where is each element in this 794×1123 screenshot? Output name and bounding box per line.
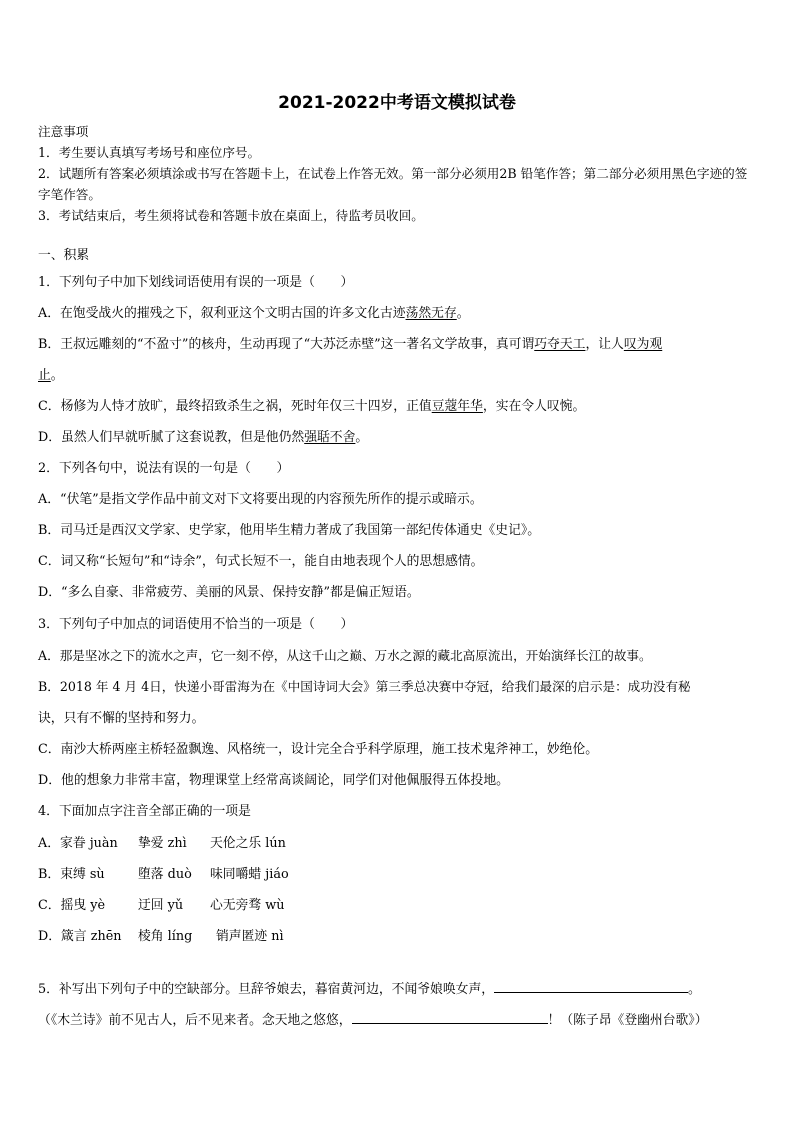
- notice-item-1: 1．考生要认真填写考场号和座位序号。: [38, 145, 261, 160]
- q2-option-c: C．词又称“长短句”和“诗余”，句式长短不一，能自由地表现个人的思想感情。: [38, 554, 484, 569]
- q2-option-b: B．司马迁是西汉文学家、史学家，他用毕生精力著成了我国第一部纪传体通史《史记》。: [38, 523, 541, 538]
- notice-item-2: 2．试题所有答案必须填涂或书写在答题卡上，在试卷上作答无效。第一部分必须用2B 铅笔作答；第二部分必须用黑色字迹的签字笔作答。: [38, 166, 748, 202]
- q1-c-underlined: 豆蔻年华: [431, 399, 483, 414]
- q1-b-underlined-2: 叹为观: [623, 337, 663, 352]
- q1-a-text: A．在饱受战火的摧残之下，叙利亚这个文明古国的许多文化古迹: [38, 306, 406, 321]
- q4-a-2: 挚爱 zhì: [138, 836, 187, 851]
- q4-b-1: B．束缚 sù: [38, 867, 105, 882]
- q4-stem: 4．下面加点字注音全部正确的一项是: [38, 804, 251, 819]
- exam-title: 2021-2022中考语文模拟试卷: [278, 93, 516, 113]
- section-heading: 一、积累: [38, 248, 90, 263]
- q4-c-2: 迂回 yǔ: [138, 898, 184, 913]
- q4-option-b: [38, 863, 758, 882]
- q5-blank-2: [352, 1011, 548, 1024]
- q4-a-3: 天伦之乐 lún: [210, 836, 286, 851]
- q5-blank-1: [494, 980, 688, 993]
- q3-option-a: A．那是坚冰之下的流水之声，它一刻不停，从这千山之巅、万水之源的藏北高原流出，开始演绎长江的故事。: [38, 648, 652, 663]
- q5-line-2-text: （《木兰诗》前不见古人，后不见来者。念天地之悠悠，: [38, 1013, 352, 1028]
- q1-b-underlined: 巧夺天工: [534, 337, 586, 352]
- q1-d-text: D．虽然人们早就听腻了这套说教，但是他仍然: [38, 430, 305, 445]
- q3-option-c: C．南沙大桥两座主桥轻盈飘逸、风格统一，设计完全合乎科学原理，施工技术鬼斧神工，妙绝伦。: [38, 742, 599, 757]
- q4-option-d: [38, 925, 758, 944]
- q1-stem: 1．下列句子中加下划线词语使用有误的一项是（ ）: [38, 275, 354, 290]
- q4-d-3: 销声匿迹 nì: [216, 929, 284, 944]
- q2-stem: 2．下列各句中，说法有误的一句是（ ）: [38, 461, 290, 476]
- q2-option-d: D．“多么自豪、非常疲劳、美丽的风景、保持安静”都是偏正短语。: [38, 585, 420, 600]
- q1-option-b-cont: [38, 364, 758, 383]
- q1-option-b: [38, 333, 758, 352]
- q1-a-end: 。: [456, 306, 470, 321]
- notice-item-3: 3．考试结束后，考生须将试卷和答题卡放在桌面上，待监考员收回。: [38, 208, 424, 223]
- q1-d-underlined: 强聒不舍: [304, 430, 356, 445]
- notice-block: [38, 121, 758, 226]
- q1-b-end: 。: [50, 368, 64, 383]
- q4-option-c: [38, 894, 758, 913]
- q1-d-end: 。: [355, 430, 369, 445]
- q1-b-underlined-3: 止: [38, 368, 51, 383]
- q1-option-a: [38, 302, 758, 321]
- q4-a-1: A．家眷 juàn: [38, 836, 118, 851]
- q1-c-text: C．杨修为人恃才放旷，最终招致杀生之祸，死时年仅三十四岁，正值: [38, 399, 432, 414]
- q5-line-1-text: 5．补写出下列句子中的空缺部分。旦辞爷娘去，暮宿黄河边，不闻爷娘唤女声，: [38, 982, 495, 997]
- q4-c-1: C．摇曳 yè: [38, 898, 106, 913]
- q5-line-2: [38, 1009, 758, 1028]
- q5-line-2-end: ！（陈子昂《登幽州台歌》）: [547, 1013, 708, 1028]
- q2-option-a: A．“伏笔”是指文学作品中前文对下文将要出现的内容预先所作的提示或暗示。: [38, 492, 483, 507]
- q4-c-3: 心无旁骛 wù: [210, 898, 285, 913]
- q5-line-1-end: 。: [688, 982, 701, 997]
- q1-a-underlined: 荡然无存: [405, 306, 457, 321]
- q5-line-1: [38, 978, 758, 997]
- q1-option-d: [38, 426, 758, 445]
- q1-b-text: B．王叔远雕刻的“不盈寸”的核舟，生动再现了“大苏泛赤壁”这一著名文学故事，真可谓: [38, 337, 535, 352]
- q1-c-end: ，实在令人叹惋。: [482, 399, 586, 414]
- q3-option-b-cont: 诀，只有不懈的坚持和努力。: [38, 711, 205, 726]
- q4-b-3: 味同嚼蜡 jiáo: [210, 867, 289, 882]
- q1-b-mid: ，让人: [585, 337, 624, 352]
- q1-option-c: [38, 395, 758, 414]
- q3-option-b: B．2018 年 4 月 4日，快递小哥雷海为在《中国诗词大会》第三季总决赛中夺冠，给我们最深的启示是：成功没有秘: [38, 679, 691, 694]
- q4-d-2: 棱角 líng: [138, 929, 193, 944]
- q4-d-1: D．箴言 zhēn: [38, 929, 122, 944]
- q4-b-2: 堕落 duò: [138, 867, 192, 882]
- q3-stem: 3．下列句子中加点的词语使用不恰当的一项是（ ）: [38, 617, 354, 632]
- q3-option-d: D．他的想象力非常丰富，物理课堂上经常高谈阔论，同学们对他佩服得五体投地。: [38, 773, 509, 788]
- q4-option-a: [38, 832, 758, 851]
- notice-heading: 注意事项: [38, 124, 89, 139]
